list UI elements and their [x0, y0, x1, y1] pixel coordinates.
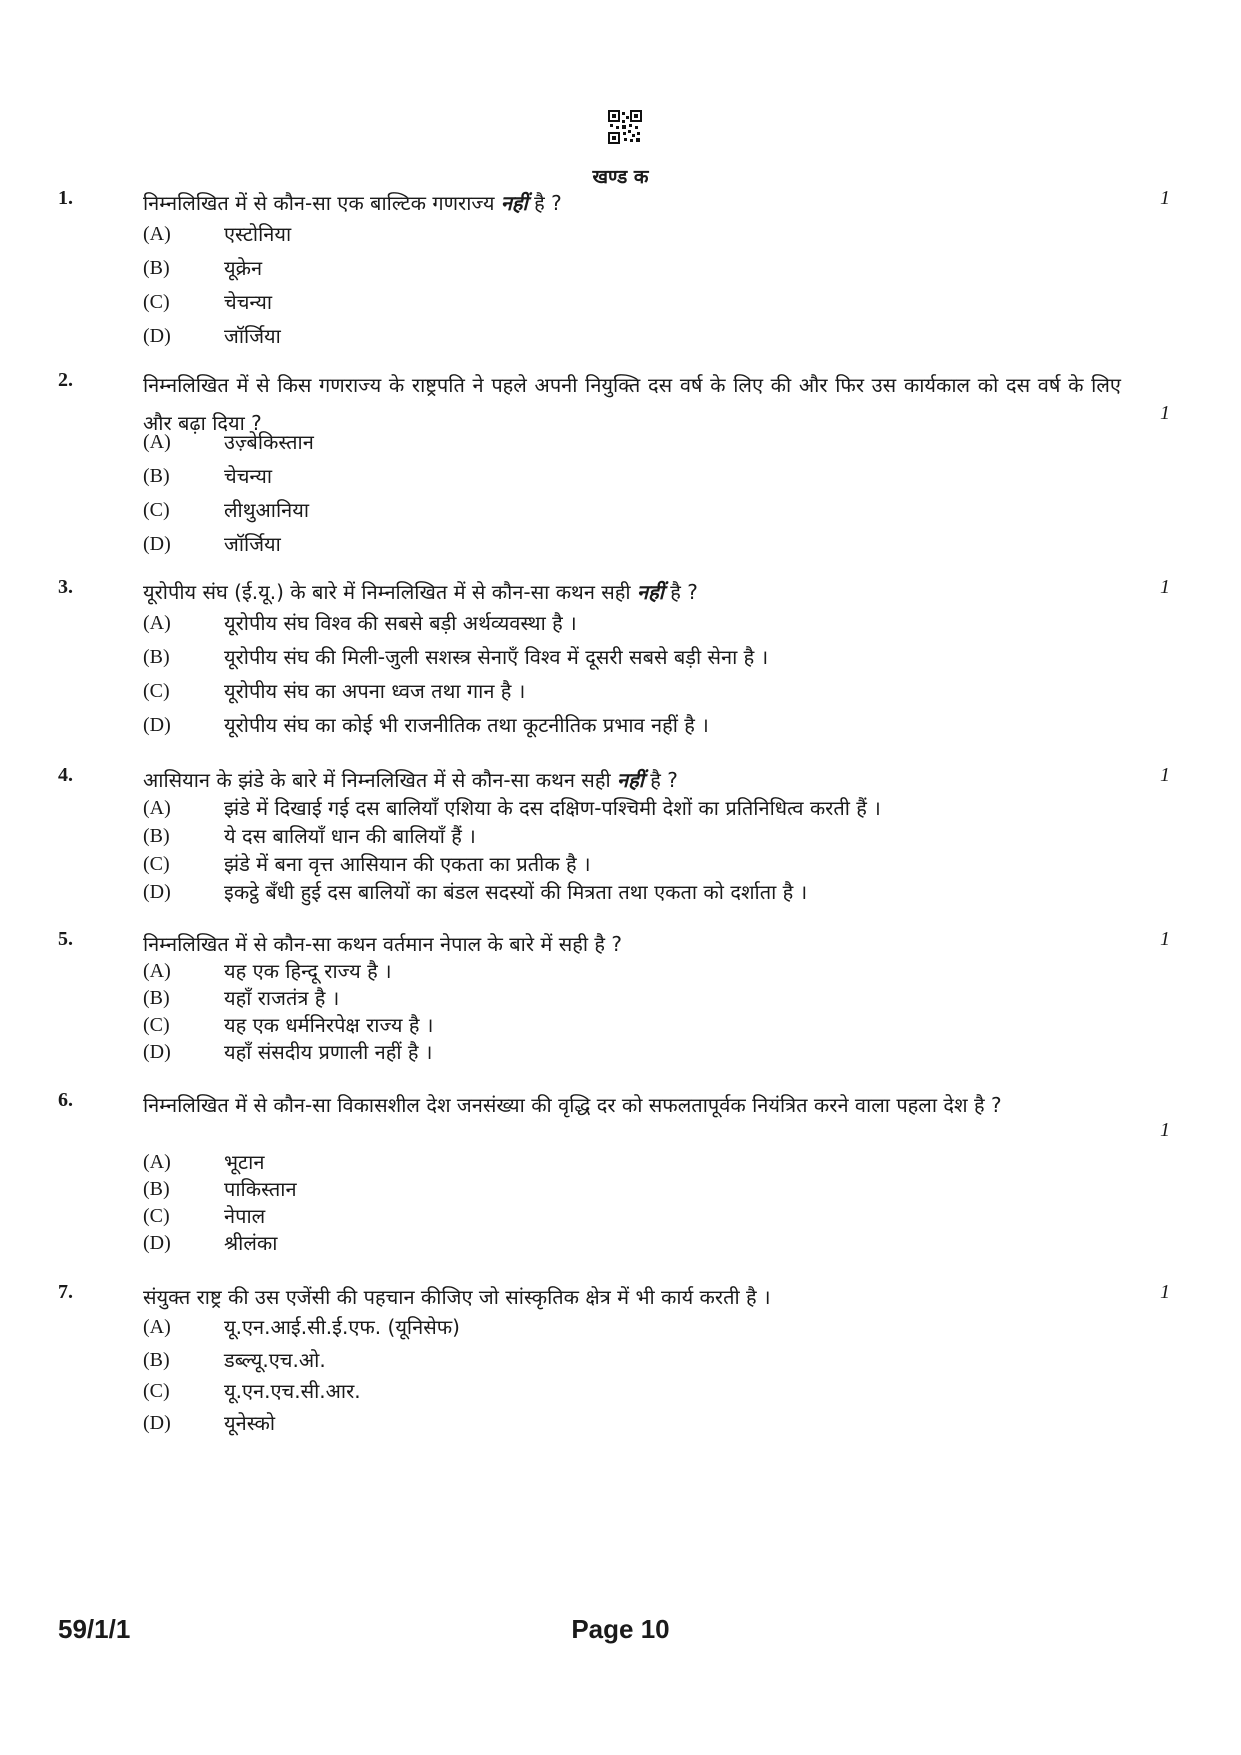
option-label: (A): [143, 431, 171, 453]
qr-code-icon: [608, 110, 642, 144]
option-label: (C): [143, 499, 170, 521]
option-label: (B): [143, 257, 170, 279]
question-text-part: आसियान के झंडे के बारे में निम्नलिखित में से कौन-सा कथन सही: [143, 768, 617, 792]
option-4d: [0, 881, 1241, 911]
question-marks: 1: [1160, 928, 1170, 950]
question-number: 5.: [58, 928, 73, 950]
option-text: भूटान: [224, 1150, 265, 1174]
question-number: 2.: [58, 369, 73, 391]
paper-code: 59/1/1: [58, 1614, 131, 1644]
option-text: डब्ल्यू.एच.ओ.: [224, 1348, 326, 1372]
option-label: (C): [143, 291, 170, 313]
section-title: खण्ड क: [592, 166, 649, 188]
option-label: (B): [143, 646, 170, 668]
question-number: 6.: [58, 1089, 73, 1111]
option-text: श्रीलंका: [224, 1231, 278, 1255]
option-1d: [0, 325, 1241, 355]
question-number: 1.: [58, 187, 73, 209]
question-marks: 1: [1160, 576, 1170, 598]
page-number: Page 10: [571, 1614, 670, 1644]
option-label: (A): [143, 612, 171, 634]
question-text: [143, 1086, 1121, 1124]
option-text: यू.एन.आई.सी.ई.एफ. (यूनिसेफ): [224, 1315, 460, 1339]
option-3d: [0, 714, 1241, 744]
question-emphasis: नहीं: [636, 580, 664, 604]
option-3c: [0, 680, 1241, 710]
option-label: (B): [143, 825, 170, 847]
question-number: 4.: [58, 764, 73, 786]
question-text-part: निम्नलिखित में से कौन-सा कथन वर्तमान नेपाल के बारे में सही है ?: [143, 932, 622, 956]
option-text: यू.एन.एच.सी.आर.: [224, 1379, 361, 1403]
option-label: (A): [143, 797, 171, 819]
option-label: (D): [143, 325, 171, 347]
question-text-part: है ?: [643, 768, 678, 792]
option-text: यहाँ संसदीय प्रणाली नहीं है ।: [224, 1040, 433, 1064]
option-3a: [0, 612, 1241, 642]
option-label: (D): [143, 1412, 171, 1434]
option-label: (C): [143, 1014, 170, 1036]
option-text: यूनेस्को: [224, 1411, 276, 1435]
option-4b: [0, 825, 1241, 855]
question-text: [143, 1278, 1121, 1316]
question-emphasis: नहीं: [500, 191, 528, 215]
option-text: यूरोपीय संघ का अपना ध्वज तथा गान है ।: [224, 679, 526, 703]
option-6a: [0, 1151, 1241, 1181]
option-text: यूरोपीय संघ का कोई भी राजनीतिक तथा कूटनीतिक प्रभाव नहीं है ।: [224, 713, 709, 737]
option-label: (D): [143, 714, 171, 736]
option-2c: [0, 499, 1241, 529]
option-text: यूरोपीय संघ विश्व की सबसे बड़ी अर्थव्यवस्था है ।: [224, 611, 577, 635]
option-6d: [0, 1232, 1241, 1262]
option-text: इकट्ठे बँधी हुई दस बालियों का बंडल सदस्यों की मित्रता तथा एकता को दर्शाता है ।: [224, 880, 808, 904]
question-emphasis: नहीं: [617, 768, 644, 792]
option-2b: [0, 465, 1241, 495]
option-label: (B): [143, 1349, 170, 1371]
question-text-part: यूरोपीय संघ (ई.यू.) के बारे में निम्नलिखित में से कौन-सा कथन सही: [143, 580, 637, 604]
option-text: यूरोपीय संघ की मिली-जुली सशस्त्र सेनाएँ विश्व में दूसरी सबसे बड़ी सेना है ।: [224, 645, 769, 669]
option-1a: [0, 223, 1241, 253]
option-5b: [0, 987, 1241, 1017]
option-label: (A): [143, 223, 171, 245]
option-5d: [0, 1041, 1241, 1071]
option-7a: [0, 1316, 1241, 1346]
option-2a: [0, 431, 1241, 461]
question-marks: 1: [1160, 187, 1170, 209]
question-marks: 1: [1160, 1119, 1170, 1141]
option-text: चेचन्या: [224, 464, 273, 488]
option-text: झंडे में बना वृत्त आसियान की एकता का प्रतीक है ।: [224, 852, 591, 876]
question-marks: 1: [1160, 1281, 1170, 1303]
question-text: [143, 184, 1121, 222]
option-3b: [0, 646, 1241, 676]
option-text: नेपाल: [224, 1204, 266, 1228]
option-label: (D): [143, 881, 171, 903]
option-7c: [0, 1380, 1241, 1410]
option-7b: [0, 1349, 1241, 1379]
option-text: यहाँ राजतंत्र है ।: [224, 986, 340, 1010]
option-6c: [0, 1205, 1241, 1235]
question-number: 7.: [58, 1281, 73, 1303]
option-6b: [0, 1178, 1241, 1208]
option-text: यह एक धर्मनिरपेक्ष राज्य है ।: [224, 1013, 434, 1037]
question-text-part: निम्नलिखित में से किस गणराज्य के राष्ट्रपति ने पहले अपनी नियुक्ति दस वर्ष के लिए की और फिर उस कार्यकाल को दस वर्ष के लिए और बढ़ा दिया ?: [143, 373, 1121, 435]
option-label: (C): [143, 853, 170, 875]
option-5c: [0, 1014, 1241, 1044]
option-label: (C): [143, 1205, 170, 1227]
option-label: (D): [143, 1041, 171, 1063]
option-4a: [0, 797, 1241, 827]
question-text-part: निम्नलिखित में से कौन-सा विकासशील देश जनसंख्या की वृद्धि दर को सफलतापूर्वक नियंत्रित करने वाला पहला देश है ?: [143, 1093, 1002, 1117]
question-marks: 1: [1160, 764, 1170, 786]
option-label: (C): [143, 1380, 170, 1402]
option-label: (C): [143, 680, 170, 702]
question-text-part: निम्नलिखित में से कौन-सा एक बाल्टिक गणराज्य: [143, 191, 501, 215]
option-text: यूक्रेन: [224, 256, 263, 280]
option-text: जॉर्जिया: [224, 532, 281, 556]
option-2d: [0, 533, 1241, 563]
option-text: पाकिस्तान: [224, 1177, 297, 1201]
option-text: यह एक हिन्दू राज्य है ।: [224, 959, 392, 983]
option-label: (B): [143, 465, 170, 487]
option-label: (B): [143, 987, 170, 1009]
option-5a: [0, 960, 1241, 990]
question-number: 3.: [58, 576, 73, 598]
option-7d: [0, 1412, 1241, 1442]
option-text: उज़्बेकिस्तान: [224, 430, 314, 454]
option-label: (A): [143, 1316, 171, 1338]
option-label: (A): [143, 1151, 171, 1173]
option-1b: [0, 257, 1241, 287]
option-text: झंडे में दिखाई गई दस बालियाँ एशिया के दस दक्षिण-पश्चिमी देशों का प्रतिनिधित्व करती हैं ।: [224, 796, 881, 820]
question-marks: 1: [1160, 402, 1170, 424]
option-1c: [0, 291, 1241, 321]
question-text-part: है ?: [663, 580, 698, 604]
option-text: ये दस बालियाँ धान की बालियाँ हैं ।: [224, 824, 476, 848]
question-text: [143, 573, 1121, 611]
option-label: (D): [143, 1232, 171, 1254]
option-label: (A): [143, 960, 171, 982]
option-text: चेचन्या: [224, 290, 273, 314]
option-label: (B): [143, 1178, 170, 1200]
question-text-part: है ?: [527, 191, 562, 215]
option-text: एस्टोनिया: [224, 222, 292, 246]
option-text: जॉर्जिया: [224, 324, 281, 348]
option-text: लीथुआनिया: [224, 498, 310, 522]
question-text-part: संयुक्त राष्ट्र की उस एजेंसी की पहचान कीजिए जो सांस्कृतिक क्षेत्र में भी कार्य करती है ।: [143, 1285, 771, 1309]
option-label: (D): [143, 533, 171, 555]
